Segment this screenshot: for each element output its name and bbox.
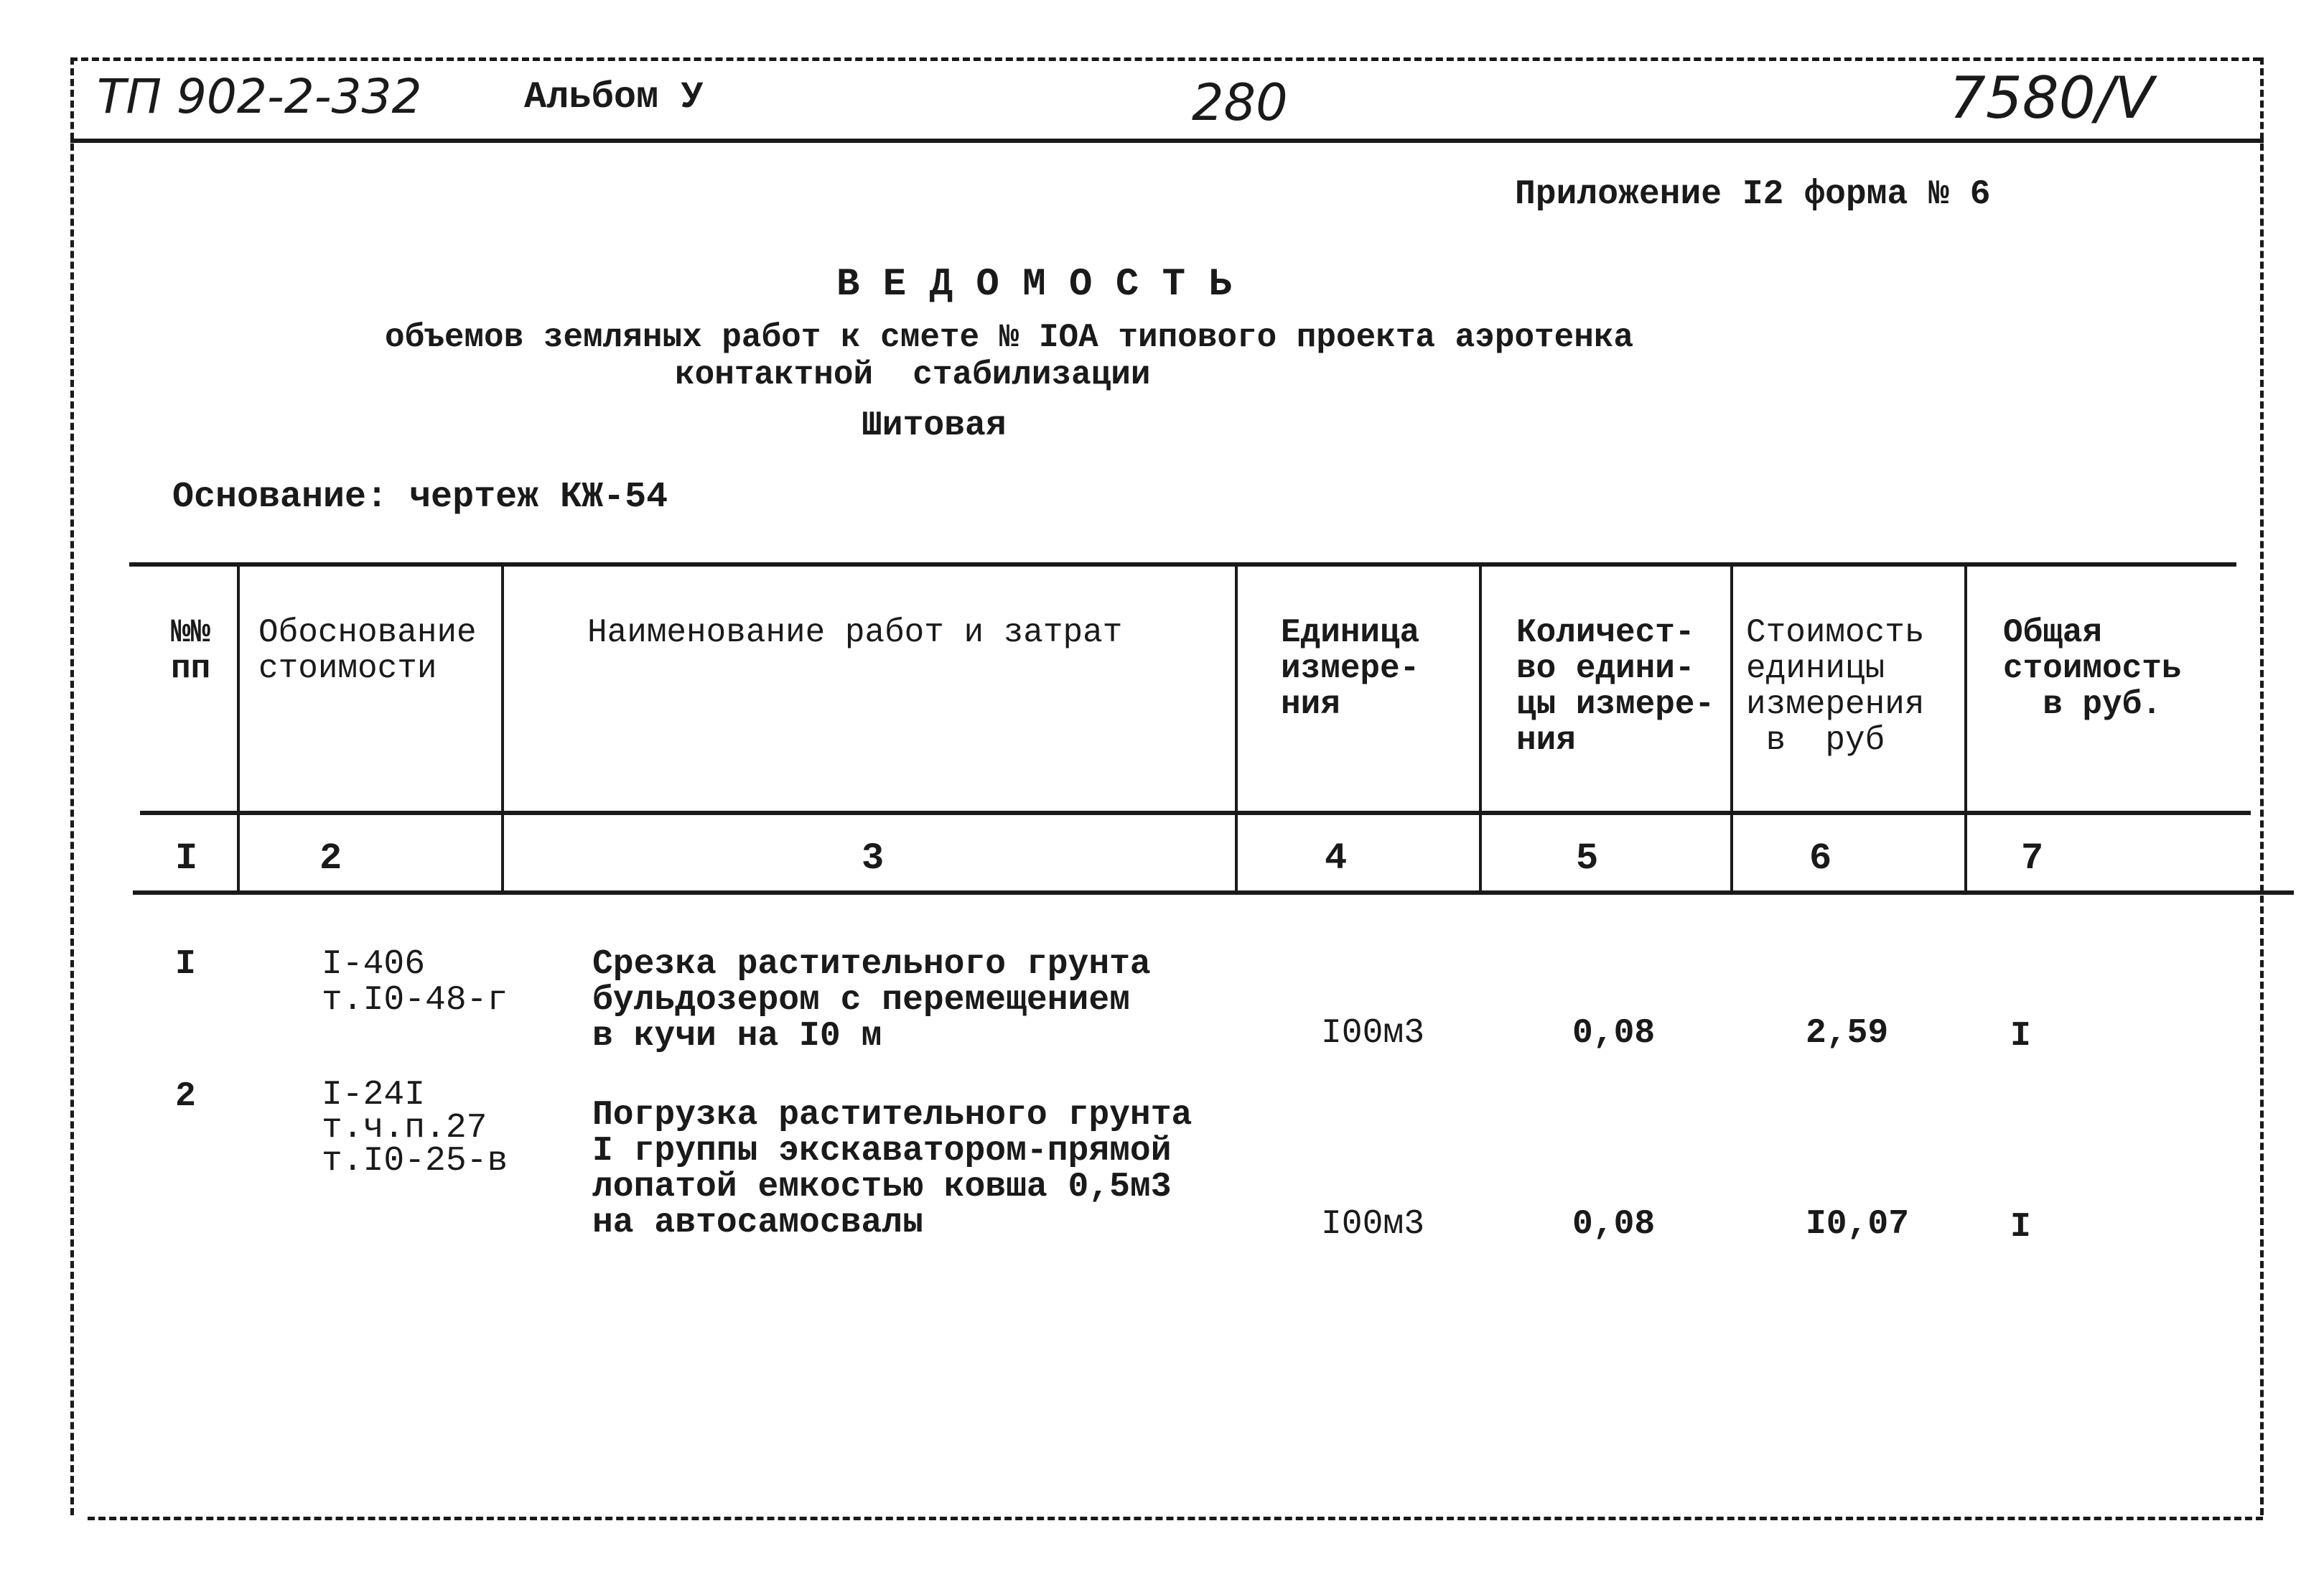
- col-sep-5: [1730, 564, 1733, 892]
- colnum-5: 5: [1576, 837, 1599, 880]
- page-number: 280: [1192, 73, 1288, 132]
- appendix-note: Приложение I2 форма № 6: [1515, 175, 1991, 214]
- title-line-1: объемов земляных работ к смете № IOA типового проекта аэротенка: [385, 319, 1634, 356]
- colnum-2: 2: [319, 837, 342, 880]
- row-2-unit: I00м3: [1321, 1205, 1425, 1244]
- col-sep-1: [237, 564, 240, 892]
- frame-left: [70, 57, 74, 1515]
- row-2-total: I: [2010, 1208, 2031, 1247]
- colnum-4: 4: [1325, 837, 1348, 880]
- row-2-quantity: 0,08: [1572, 1205, 1656, 1244]
- table-colnum-rule: [133, 890, 2294, 895]
- table-top-rule: [129, 562, 2236, 567]
- colnum-7: 7: [2021, 837, 2044, 880]
- archive-number: 7580/V: [1949, 65, 2155, 131]
- row-2-num: 2: [175, 1077, 196, 1116]
- row-1-quantity: 0,08: [1572, 1014, 1656, 1053]
- row-2-unit-cost: I0,07: [1806, 1205, 1910, 1244]
- header-unit-cost: Стоимость единицы измерения в руб: [1746, 614, 1925, 759]
- header-basis: Обоснование стоимости: [258, 614, 477, 687]
- project-code: ТП 902-2-332: [97, 69, 422, 124]
- title-line-3: Шитовая: [862, 406, 1007, 445]
- frame-top: [70, 57, 2260, 61]
- basis-line: Основание: чертеж КЖ-54: [172, 477, 668, 518]
- colnum-3: 3: [862, 837, 885, 880]
- row-1-total: I: [2010, 1017, 2031, 1056]
- header-num: №№ пп: [171, 614, 211, 687]
- table-header-rule: [140, 811, 2251, 815]
- row-1-unit-cost: 2,59: [1806, 1014, 1889, 1053]
- document-heading: В Е Д О М О С Т Ь: [836, 263, 1232, 307]
- header-total: Общая стоимость в руб.: [2003, 614, 2182, 723]
- row-1-name: Срезка растительного грунта бульдозером с перемещением в кучи на I0 м: [592, 945, 1151, 1056]
- frame-stamp-divider: [70, 139, 2264, 143]
- row-2-basis: I-24I т.ч.п.27 т.I0-25-в: [322, 1076, 508, 1181]
- col-sep-3: [1235, 564, 1238, 892]
- colnum-1: I: [175, 837, 198, 880]
- frame-bottom: [88, 1517, 2263, 1520]
- row-2-name: Погрузка растительного грунта I группы экскаватором-прямой лопатой емкостью ковша 0,5м3 на автосамосвалы: [592, 1096, 1193, 1242]
- header-name: Наименование работ и затрат: [587, 614, 1123, 651]
- col-sep-2: [501, 564, 504, 892]
- header-unit: Единица измере- ния: [1281, 614, 1420, 723]
- colnum-6: 6: [1809, 837, 1832, 880]
- header-quantity: Количест- во едини- цы измере- ния: [1516, 614, 1715, 759]
- row-1-basis: I-406 т.I0-48-г: [322, 945, 508, 1020]
- frame-right: [2260, 57, 2264, 1515]
- title-line-2: контактной стабилизации: [675, 356, 1151, 394]
- album-label: Альбом У: [524, 76, 704, 118]
- col-sep-4: [1479, 564, 1482, 892]
- col-sep-6: [1964, 564, 1967, 892]
- row-1-unit: I00м3: [1321, 1014, 1425, 1053]
- row-1-num: I: [175, 945, 196, 984]
